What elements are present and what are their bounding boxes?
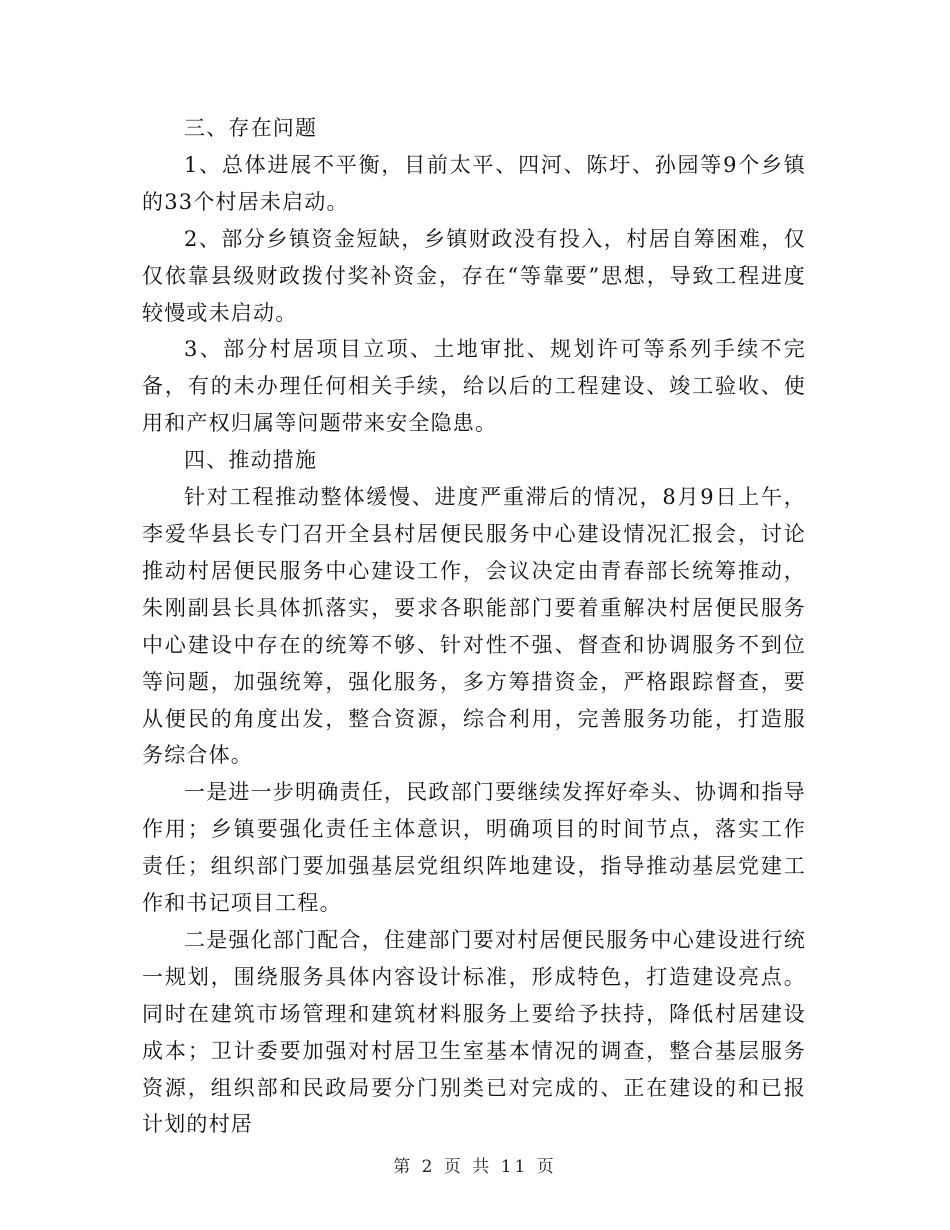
section-heading-problems: 三、存在问题	[184, 116, 318, 140]
measures-paragraph-1: 针对工程推动整体缓慢、进度严重滞后的情况，8月9日上午，李爱华县长专门召开全县村居便民服务中心建设情况汇报会，讨论推动村居便民服务中心建设工作，会议决定由青春部长统筹推动，朱刚副县长具体抓落实，要求各职能部门要着重解决村居便民服务中心建设中存在的统筹不够、针对性不强、督查和协调服务不到位等问题，加强统筹，强化服务，多方筹措资金，严格跟踪督查，要从便民的角度出发，整合资源，综合利用，完善服务功能，打造服务综合体。	[142, 485, 806, 768]
problem-item-3: 3、部分村居项目立项、土地审批、规划许可等系列手续不完备，有的未办理任何相关手续，给以后的工程建设、竣工验收、使用和产权归属等问题带来安全隐患。	[142, 337, 806, 436]
measures-paragraph-3: 二是强化部门配合，住建部门要对村居便民服务中心建设进行统一规划，围绕服务具体内容设计标准，形成特色，打造建设亮点。同时在建筑市场管理和建筑材料服务上要给予扶持，降低村居建设成本；卫计委要加强对村居卫生室基本情况的调查，整合基层服务资源，组织部和民政局要分门别类已对完成的、正在建设的和已报计划的村居	[142, 927, 806, 1137]
measures-paragraph-2: 一是进一步明确责任，民政部门要继续发挥好牵头、协调和指导作用；乡镇要强化责任主体意识，明确项目的时间节点，落实工作责任；组织部门要加强基层党组织阵地建设，指导推动基层党建工作和书记项目工程。	[142, 780, 806, 916]
page-number-footer: 第 2 页 共 11 页	[393, 1157, 557, 1177]
document-body	[142, 110, 806, 1143]
problem-item-2: 2、部分乡镇资金短缺，乡镇财政没有投入，村居自筹困难，仅仅依靠县级财政拨付奖补资金，存在“等靠要”思想，导致工程进度较慢或未启动。	[142, 226, 806, 325]
problem-item-1: 1、总体进展不平衡，目前太平、四河、陈圩、孙园等9个乡镇的33个村居未启动。	[142, 152, 806, 214]
section-heading-measures: 四、推动措施	[184, 448, 318, 473]
